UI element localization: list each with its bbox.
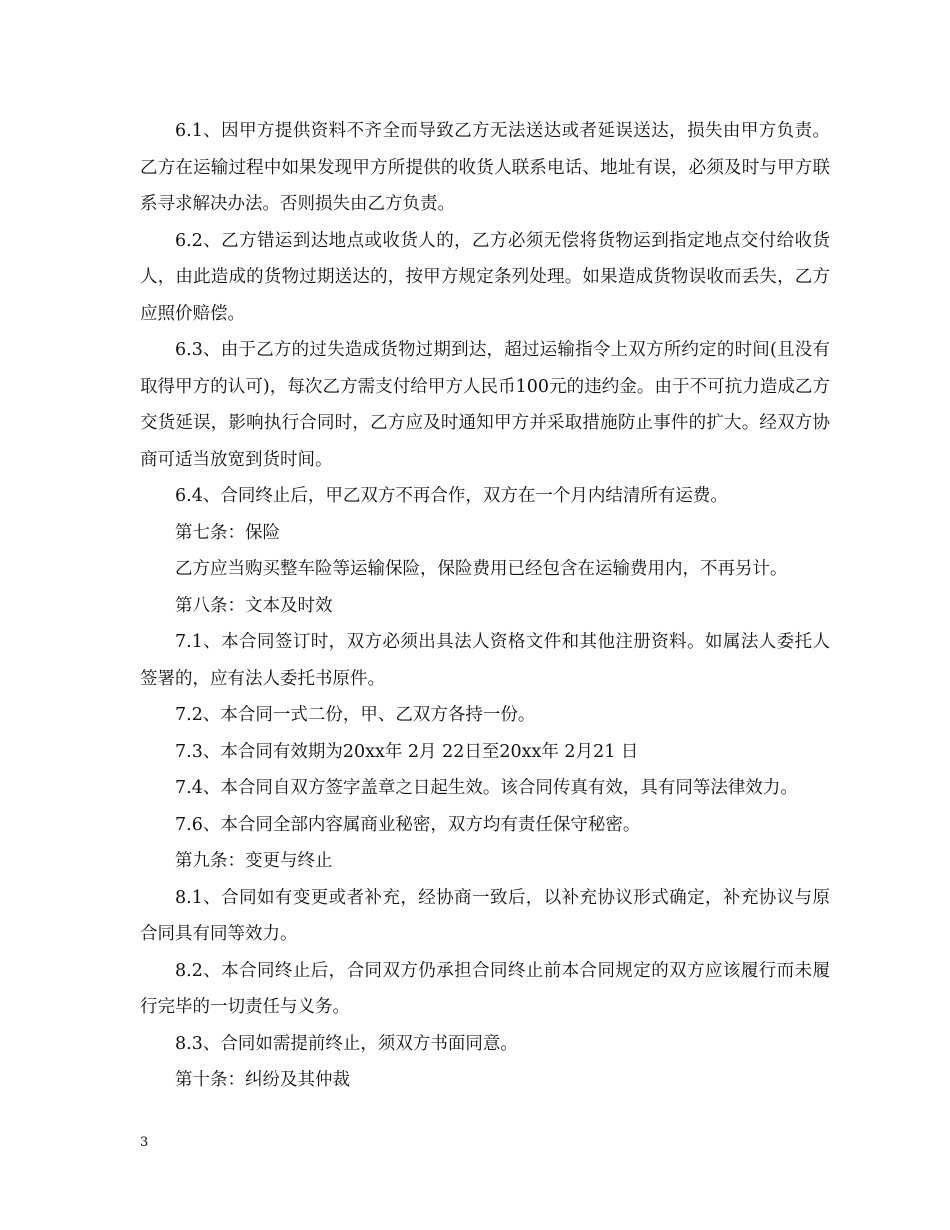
clause-6-4: 6.4、合同终止后，甲乙双方不再合作，双方在一个月内结清所有运费。 [175,486,728,506]
insurance-clause: 乙方应当购买整车险等运输保险，保险费用已经包含在运输费用内，不再另计。 [175,559,788,579]
clause-6-3: 6.3、由于乙方的过失造成货物过期到达，超过运输指令上双方所约定的时间(且没有取得甲方的认可)，每次乙方需支付给甲方人民币100元的违约金。由于不可抗力造成乙方交货延误，影响执行合同时，乙方应及时通知甲方并采取措施防止事件的扩大。经双方协商可适当放宽到货时间。 [140,340,830,470]
section-heading-8: 第八条：文本及时效 [175,595,333,616]
clause-7-3: 7.3、本合同有效期为20xx年 2月 22日至20xx年 2月21 日 [175,741,639,762]
section-heading-10: 第十条：纠纷及其仲裁 [175,1070,350,1090]
clause-8-3: 8.3、合同如需提前终止，须双方书面同意。 [175,1033,518,1054]
clause-8-1: 8.1、合同如有变更或者补充，经协商一致后，以补充协议形式确定，补充协议与原合同具有同等效力。 [140,887,830,944]
section-heading-7: 第七条：保险 [175,522,280,543]
clause-6-2: 6.2、乙方错运到达地点或收货人的，乙方必须无偿将货物运到指定地点交付给收货人，由此造成的货物过期送达的，按甲方规定条列处理。如果造成货物误收而丢失，乙方应照价赔偿。 [140,230,830,324]
clause-8-2: 8.2、本合同终止后，合同双方仍承担合同终止前本合同规定的双方应该履行而未履行完毕的一切责任与义务。 [140,960,830,1017]
document-body [140,113,830,1099]
clause-7-2: 7.2、本合同一式二份，甲、乙双方各持一份。 [175,705,536,725]
clause-7-1: 7.1、本合同签订时，双方必须出具法人资格文件和其他注册资料。如属法人委托人签署的，应有法人委托书原件。 [140,632,830,689]
clause-7-4: 7.4、本合同自双方签字盖章之日起生效。该合同传真有效，具有同等法律效力。 [175,778,798,798]
clause-7-6: 7.6、本合同全部内容属商业秘密，双方均有责任保守秘密。 [175,814,641,835]
section-heading-9: 第九条：变更与终止 [175,851,333,871]
clause-6-1: 6.1、因甲方提供资料不齐全而导致乙方无法送达或者延误送达，损失由甲方负责。乙方在运输过程中如果发现甲方所提供的收货人联系电话、地址有误，必须及时与甲方联系寻求解决办法。否则损失由乙方负责。 [140,121,830,214]
page-number: 3 [140,1135,149,1150]
